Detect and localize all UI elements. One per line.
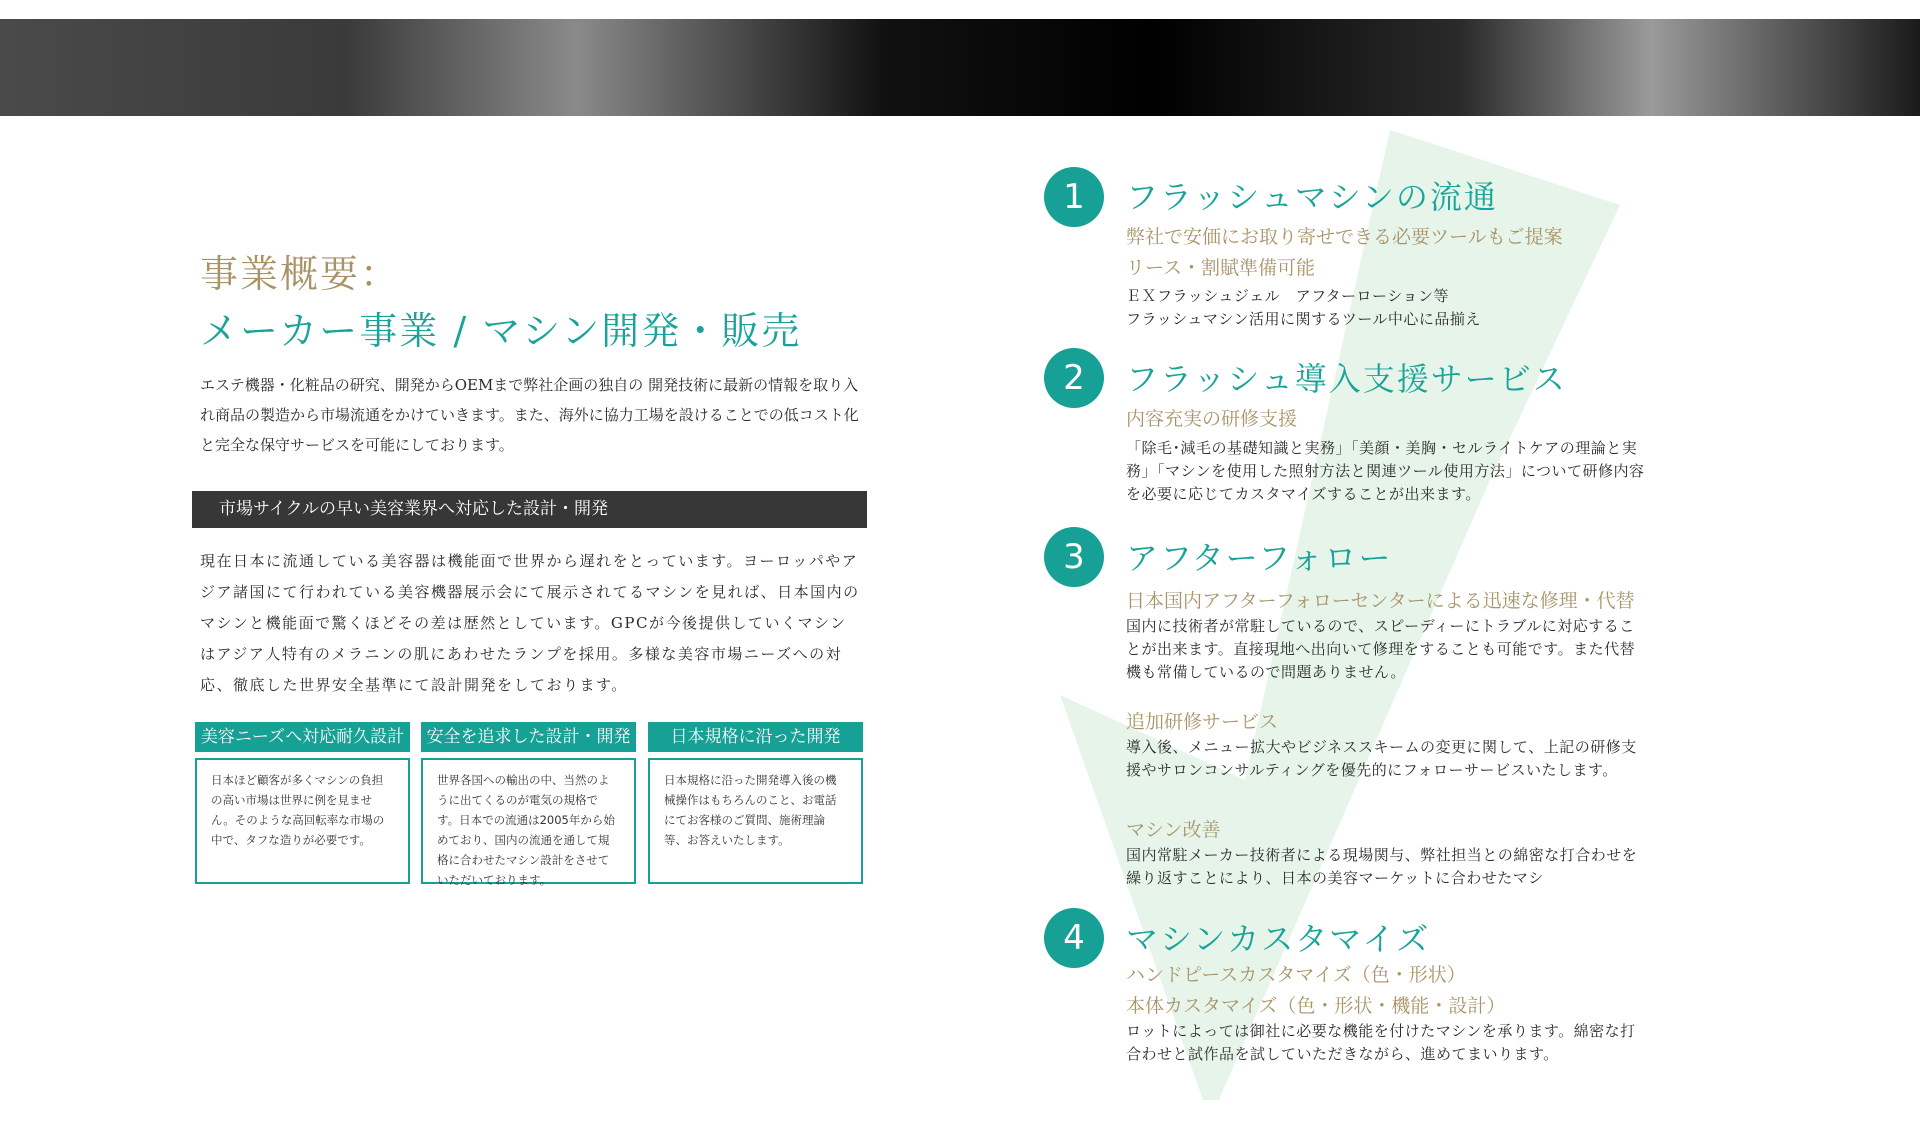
section-text: 「除毛･減毛の基礎知識と実務」「美顔・美胸・セルライトケアの理論と実務」「マシンを使用した照射方法と関連ツール使用方法」について研修内容を必要に応じてカスタマイズすることが出来ます。 — [1126, 439, 1645, 503]
feature-title: 美容ニーズへ対応耐久設計 — [195, 722, 410, 752]
feature-text: 日本ほど顧客が多くマシンの負担の高い市場は世界に例を見ません。そのような高回転率な市場の中で、タフな造りが必要です。 — [195, 758, 410, 884]
feature-text: 世界各国への輸出の中、当然のように出てくるのが電気の規格です。日本での流通は2005年から始めており、国内の流通を通して規格に合わせたマシン設計をさせていただいております。 — [421, 758, 636, 884]
step-number-badge: 4 — [1044, 908, 1104, 968]
section-text: ロットによっては御社に必要な機能を付けたマシンを承ります。綿密な打合わせと試作品を試していただきながら、進めてまいります。 — [1126, 1022, 1636, 1063]
feature-title: 安全を追求した設計・開発 — [421, 722, 636, 752]
subheading-bar: 市場サイクルの早い美容業界へ対応した設計・開発 — [192, 491, 867, 528]
step-number-badge: 1 — [1044, 167, 1104, 227]
feature-text: 日本規格に沿った開発導入後の機械操作はもちろんのこと、お電話にてお客様のご質問、施術理論等、お答えいたします。 — [648, 758, 863, 884]
feature-card-durable — [195, 722, 410, 884]
gold-subheading: 弊社で安価にお取り寄せできる必要ツールもご提案 — [1126, 226, 1563, 248]
section-title-flash-distribution: フラッシュマシンの流通 — [1126, 178, 1498, 216]
section-text: ＥＸフラッシュジェル アフターローション等 フラッシュマシン活用に関するツール中心に品揃え — [1126, 287, 1481, 328]
gold-subheading: 追加研修サービス — [1126, 711, 1279, 733]
section-title-flash-support: フラッシュ導入支援サービス — [1126, 360, 1567, 398]
intro-paragraph: エステ機器・化粧品の研究、開発からOEMまで弊社企画の独自の 開発技術に最新の情報を取り入れ商品の製造から市場流通をかけていきます。また、海外に協力工場を設けることでの低コスト化と完全な保守サービスを可能にしております。 — [200, 376, 859, 454]
feature-card-japan-standard — [648, 722, 863, 884]
section-title-customize: マシンカスタマイズ — [1126, 920, 1431, 958]
body-paragraph: 現在日本に流通している美容器は機能面で世界から遅れをとっています。ヨーロッパやアジア諸国にて行われている美容機器展示会にて展示されてるマシンを見れば、日本国内のマシンと機能面で驚くほどその差は歴然としています。GPCが今後提供していくマシンはアジア人特有のメラニンの肌にあわせたランプを採用。多様な美容市場ニーズへの対応、徹底した世界安全基準にて設計開発をしております。 — [200, 552, 860, 694]
section-heading: 事業概要： — [200, 252, 401, 296]
section-subheading: メーカー事業 / マシン開発・販売 — [200, 309, 802, 353]
gold-subheading: 本体カスタマイズ（色・形状・機能・設計） — [1126, 995, 1506, 1017]
gold-subheading: マシン改善 — [1126, 819, 1221, 841]
gold-subheading: 日本国内アフターフォローセンターによる迅速な修理・代替 — [1126, 590, 1635, 612]
feature-title: 日本規格に沿った開発 — [648, 722, 863, 752]
feature-card-safety — [421, 722, 636, 887]
header-banner — [0, 19, 1920, 116]
section-text: 導入後、メニュー拡大やビジネススキームの変更に関して、上記の研修支援やサロンコンサルティングを優先的にフォローサービスいたします。 — [1126, 738, 1637, 779]
step-number-badge: 2 — [1044, 348, 1104, 408]
gold-subheading: 内容充実の研修支援 — [1126, 408, 1298, 430]
section-text: 国内常駐メーカー技術者による現場関与、弊社担当との綿密な打合わせを繰り返すことにより、日本の美容マーケットに合わせたマシ — [1126, 846, 1638, 887]
gold-subheading: ハンドピースカスタマイズ（色・形状） — [1126, 964, 1466, 986]
section-text: 国内に技術者が常駐しているので、スピーディーにトラブルに対応することが出来ます。直接現地へ出向いて修理をすることも可能です。また代替機も常備しているので問題ありません。 — [1126, 617, 1636, 681]
section-title-after-follow: アフターフォロー — [1126, 539, 1393, 577]
step-number-badge: 3 — [1044, 527, 1104, 587]
gold-subheading: リース・割賦準備可能 — [1126, 257, 1316, 279]
